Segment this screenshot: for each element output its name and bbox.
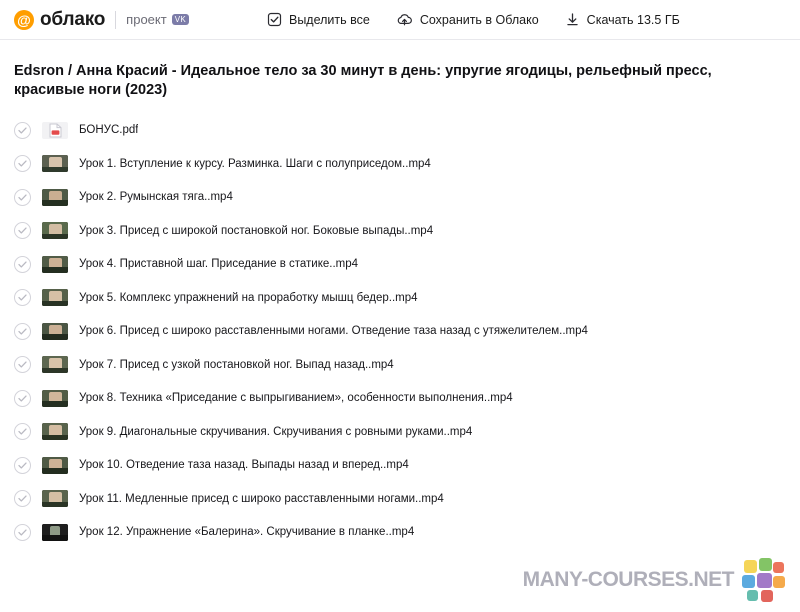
save-to-cloud-label: Сохранить в Облако	[419, 12, 539, 27]
row-checkbox[interactable]	[14, 122, 31, 139]
file-thumbnail-video	[42, 356, 68, 373]
file-thumbnail-video	[42, 490, 68, 507]
project-label	[126, 12, 189, 27]
list-item[interactable]	[14, 415, 786, 449]
list-item[interactable]	[14, 147, 786, 181]
brand-name: облако	[40, 8, 106, 30]
divider	[115, 11, 116, 29]
toolbar-actions	[267, 12, 680, 27]
download-label: Скачать 13.5 ГБ	[586, 12, 680, 27]
file-thumbnail-video	[42, 189, 68, 206]
list-item[interactable]	[14, 382, 786, 416]
file-thumbnail-video	[42, 390, 68, 407]
row-checkbox[interactable]	[14, 356, 31, 373]
file-name: Урок 2. Румынская тяга..mp4	[79, 191, 233, 204]
list-item[interactable]	[14, 181, 786, 215]
list-item[interactable]	[14, 348, 786, 382]
file-thumbnail-pdf	[42, 122, 68, 139]
file-thumbnail-video	[42, 222, 68, 239]
project-label-text: проект	[126, 12, 167, 27]
row-checkbox[interactable]	[14, 256, 31, 273]
file-name: Урок 12. Упражнение «Балерина». Скручивание в планке..mp4	[79, 526, 415, 539]
top-toolbar	[0, 0, 800, 40]
watermark-logo-icon	[742, 558, 786, 602]
row-checkbox[interactable]	[14, 390, 31, 407]
select-all-label: Выделить все	[288, 12, 370, 27]
row-checkbox[interactable]	[14, 423, 31, 440]
watermark-text: MANY-COURSES.NET	[522, 568, 734, 591]
row-checkbox[interactable]	[14, 155, 31, 172]
row-checkbox[interactable]	[14, 189, 31, 206]
download-button[interactable]	[565, 12, 680, 27]
file-name: Урок 6. Присед с широко расставленными ногами. Отведение таза назад с утяжелителем..mp4	[79, 325, 588, 338]
file-thumbnail-video	[42, 457, 68, 474]
brand-logo[interactable]	[14, 9, 105, 31]
row-checkbox[interactable]	[14, 222, 31, 239]
page-title: Edsron / Анна Красий - Идеальное тело за 30 минут в день: упругие ягодицы, рельефный пресс, красивые ноги (2023)	[14, 63, 712, 98]
row-checkbox[interactable]	[14, 457, 31, 474]
file-list	[0, 114, 800, 550]
checkbox-icon	[267, 12, 282, 27]
file-name: Урок 4. Приставной шаг. Приседание в статике..mp4	[79, 258, 359, 271]
file-thumbnail-video	[42, 289, 68, 306]
file-thumbnail-video	[42, 323, 68, 340]
vk-badge-icon: VK	[172, 14, 189, 26]
list-item[interactable]	[14, 516, 786, 550]
file-name: Урок 3. Присед с широкой постановкой ног. Боковые выпады..mp4	[79, 224, 434, 237]
file-name: Урок 10. Отведение таза назад. Выпады назад и вперед..mp4	[79, 459, 409, 472]
file-thumbnail-video	[42, 155, 68, 172]
save-to-cloud-button[interactable]	[396, 12, 539, 27]
list-item[interactable]	[14, 214, 786, 248]
list-item[interactable]	[14, 482, 786, 516]
at-sign-icon: @	[14, 10, 34, 30]
row-checkbox[interactable]	[14, 323, 31, 340]
file-name: Урок 9. Диагональные скручивания. Скручивания с ровными руками..mp4	[79, 425, 473, 438]
file-thumbnail-video	[42, 423, 68, 440]
select-all-button[interactable]	[267, 12, 370, 27]
row-checkbox[interactable]	[14, 524, 31, 541]
file-name: Урок 11. Медленные присед с широко расставленными ногами..mp4	[79, 492, 444, 505]
list-item[interactable]	[14, 281, 786, 315]
list-item[interactable]	[14, 449, 786, 483]
list-item[interactable]	[14, 315, 786, 349]
cloud-icon	[396, 12, 413, 27]
file-name: Урок 7. Присед с узкой постановкой ног. Выпад назад..mp4	[79, 358, 394, 371]
row-checkbox[interactable]	[14, 289, 31, 306]
list-item[interactable]	[14, 114, 786, 148]
list-item[interactable]	[14, 248, 786, 282]
download-icon	[565, 12, 580, 27]
file-name: Урок 5. Комплекс упражнений на проработку мышц бедер..mp4	[79, 291, 418, 304]
file-thumbnail-video	[42, 524, 68, 541]
file-name: Урок 1. Вступление к курсу. Разминка. Шаги с полуприседом..mp4	[79, 157, 431, 170]
watermark	[523, 558, 786, 602]
file-name: Урок 8. Техника «Приседание с выпрыгиванием», особенности выполнения..mp4	[79, 392, 513, 405]
file-name: БОНУС.pdf	[79, 124, 139, 137]
file-thumbnail-video	[42, 256, 68, 273]
row-checkbox[interactable]	[14, 490, 31, 507]
